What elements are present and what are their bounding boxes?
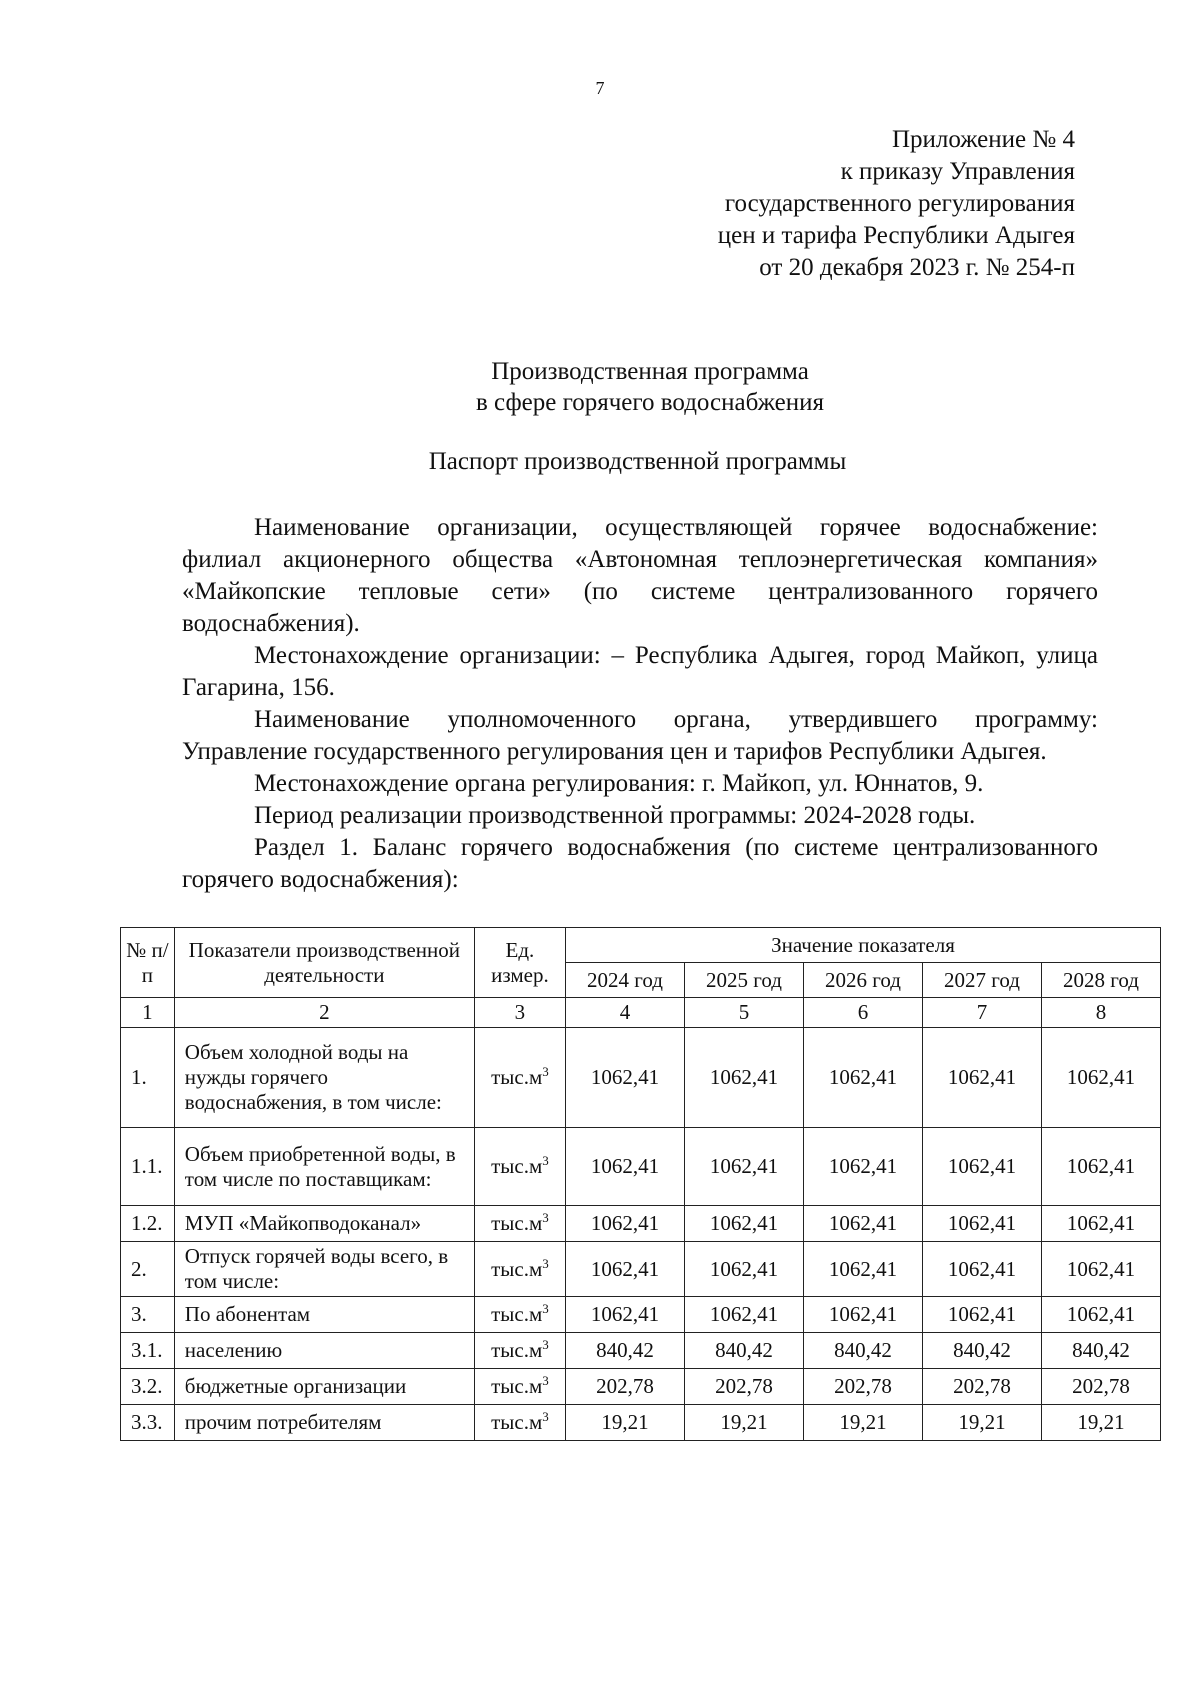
row-unit bbox=[474, 1297, 565, 1333]
row-unit bbox=[474, 1333, 565, 1369]
column-number: 6 bbox=[803, 998, 922, 1028]
row-value: 1062,41 bbox=[1041, 1242, 1160, 1297]
header-year: 2027 год bbox=[922, 963, 1041, 998]
row-value: 1062,41 bbox=[922, 1028, 1041, 1128]
row-number: 2. bbox=[121, 1242, 175, 1297]
row-indicator-name: Объем приобретенной воды, в том числе по поставщикам: bbox=[174, 1128, 474, 1206]
unit-base: тыс.м bbox=[491, 1374, 543, 1398]
passport-title: Паспорт производственной программы bbox=[428, 448, 847, 475]
row-number: 1. bbox=[121, 1028, 175, 1128]
unit-power: 3 bbox=[542, 1255, 549, 1271]
row-value: 1062,41 bbox=[684, 1128, 803, 1206]
table-row bbox=[121, 1297, 1161, 1333]
row-value: 19,21 bbox=[922, 1405, 1041, 1441]
regulator-location-paragraph: Местонахождение органа регулирования: г. Майкоп, ул. Юннатов, 9. bbox=[254, 770, 984, 797]
table-header-row bbox=[121, 928, 1161, 963]
row-number: 3.3. bbox=[121, 1405, 175, 1441]
unit-base: тыс.м bbox=[491, 1256, 543, 1281]
column-number: 5 bbox=[684, 998, 803, 1028]
header-year: 2025 год bbox=[684, 963, 803, 998]
row-indicator-name: Объем холодной воды на нужды горячего водоснабжения, в том числе: bbox=[174, 1028, 474, 1128]
row-value: 1062,41 bbox=[684, 1206, 803, 1242]
row-value: 1062,41 bbox=[803, 1128, 922, 1206]
row-value: 1062,41 bbox=[684, 1242, 803, 1297]
table-row bbox=[121, 1369, 1161, 1405]
title-line: в сфере горячего водоснабжения bbox=[476, 389, 824, 416]
row-value: 19,21 bbox=[1041, 1405, 1160, 1441]
row-value: 1062,41 bbox=[922, 1206, 1041, 1242]
row-value: 202,78 bbox=[684, 1369, 803, 1405]
row-value: 1062,41 bbox=[565, 1297, 684, 1333]
row-value: 1062,41 bbox=[1041, 1297, 1160, 1333]
column-number: 1 bbox=[121, 998, 175, 1028]
header-num: № п/п bbox=[121, 928, 175, 998]
row-value: 840,42 bbox=[1041, 1333, 1160, 1369]
document-title bbox=[0, 356, 1200, 418]
appendix-line: государственного регулирования bbox=[724, 190, 1075, 217]
row-unit bbox=[474, 1369, 565, 1405]
row-value: 840,42 bbox=[803, 1333, 922, 1369]
header-values-group: Значение показателя bbox=[565, 928, 1160, 963]
unit-power: 3 bbox=[542, 1373, 549, 1388]
row-value: 1062,41 bbox=[1041, 1128, 1160, 1206]
body-text bbox=[182, 512, 1098, 896]
column-number: 8 bbox=[1041, 998, 1160, 1028]
row-value: 1062,41 bbox=[803, 1242, 922, 1297]
row-indicator-name: населению bbox=[174, 1333, 474, 1369]
row-number: 3.1. bbox=[121, 1333, 175, 1369]
period-paragraph: Период реализации производственной программы: 2024-2028 годы. bbox=[254, 802, 976, 829]
row-unit bbox=[474, 1242, 565, 1297]
unit-base: тыс.м bbox=[491, 1065, 543, 1089]
appendix-line: к приказу Управления bbox=[840, 158, 1075, 185]
column-number: 4 bbox=[565, 998, 684, 1028]
row-value: 202,78 bbox=[1041, 1369, 1160, 1405]
table-row bbox=[121, 1206, 1161, 1242]
row-indicator-name: бюджетные организации bbox=[174, 1369, 474, 1405]
unit-base: тыс.м bbox=[491, 1302, 543, 1326]
unit-power: 3 bbox=[542, 1337, 549, 1352]
row-value: 1062,41 bbox=[803, 1028, 922, 1128]
column-numbers-row bbox=[121, 998, 1161, 1028]
row-unit bbox=[474, 1405, 565, 1441]
row-value: 840,42 bbox=[565, 1333, 684, 1369]
table-row bbox=[121, 1405, 1161, 1441]
unit-power: 3 bbox=[542, 1301, 549, 1316]
unit-power: 3 bbox=[542, 1409, 549, 1424]
unit-power: 3 bbox=[542, 1064, 549, 1079]
row-unit bbox=[474, 1206, 565, 1242]
table-row bbox=[121, 1128, 1161, 1206]
row-value: 1062,41 bbox=[803, 1206, 922, 1242]
row-value: 1062,41 bbox=[922, 1242, 1041, 1297]
organization-name-paragraph: Наименование организации, осуществляющей горячее водоснабжение: филиал акционерного общества «Автономная теплоэнергетическая компания» «Майкопские тепловые сети» (по системе централизованного горячего водоснабжения). bbox=[182, 514, 1098, 637]
row-unit bbox=[474, 1028, 565, 1128]
row-unit bbox=[474, 1128, 565, 1206]
authority-paragraph: Наименование уполномоченного органа, утвердившего программу: Управление государственного регулирования цен и тарифов Республики Адыгея. bbox=[182, 706, 1098, 765]
row-value: 1062,41 bbox=[1041, 1206, 1160, 1242]
unit-base: тыс.м bbox=[491, 1410, 543, 1434]
row-value: 1062,41 bbox=[922, 1128, 1041, 1206]
row-value: 1062,41 bbox=[565, 1242, 684, 1297]
appendix-line: цен и тарифа Республики Адыгея bbox=[717, 222, 1075, 249]
header-year: 2024 год bbox=[565, 963, 684, 998]
unit-base: тыс.м bbox=[491, 1154, 543, 1178]
title-line: Производственная программа bbox=[491, 358, 809, 385]
table-row bbox=[121, 1242, 1161, 1297]
row-value: 840,42 bbox=[684, 1333, 803, 1369]
row-value: 840,42 bbox=[922, 1333, 1041, 1369]
appendix-line: Приложение № 4 bbox=[891, 126, 1075, 153]
row-value: 1062,41 bbox=[684, 1028, 803, 1128]
row-value: 1062,41 bbox=[922, 1297, 1041, 1333]
row-value: 19,21 bbox=[565, 1405, 684, 1441]
row-value: 1062,41 bbox=[1041, 1028, 1160, 1128]
row-indicator-name: МУП «Майкопводоканал» bbox=[174, 1206, 474, 1242]
unit-base: тыс.м bbox=[491, 1211, 543, 1235]
table-row bbox=[121, 1333, 1161, 1369]
balance-table bbox=[120, 927, 1161, 1441]
table-row bbox=[121, 1028, 1161, 1128]
unit-base: тыс.м bbox=[491, 1338, 543, 1362]
row-value: 19,21 bbox=[684, 1405, 803, 1441]
column-number: 7 bbox=[922, 998, 1041, 1028]
page-number: 7 bbox=[595, 78, 605, 98]
row-indicator-name: По абонентам bbox=[174, 1297, 474, 1333]
row-indicator-name: прочим потребителям bbox=[174, 1405, 474, 1441]
row-value: 202,78 bbox=[565, 1369, 684, 1405]
row-number: 3. bbox=[121, 1297, 175, 1333]
unit-power: 3 bbox=[542, 1153, 549, 1168]
header-unit: Ед. измер. bbox=[474, 928, 565, 998]
appendix-line: от 20 декабря 2023 г. № 254-п bbox=[759, 254, 1075, 281]
row-value: 1062,41 bbox=[565, 1028, 684, 1128]
header-year: 2026 год bbox=[803, 963, 922, 998]
row-value: 1062,41 bbox=[684, 1297, 803, 1333]
row-number: 1.2. bbox=[121, 1206, 175, 1242]
header-name: Показатели производственной деятельности bbox=[174, 928, 474, 998]
row-value: 202,78 bbox=[922, 1369, 1041, 1405]
row-indicator-name: Отпуск горячей воды всего, в том числе: bbox=[174, 1242, 474, 1297]
row-value: 19,21 bbox=[803, 1405, 922, 1441]
organization-location-paragraph: Местонахождение организации: – Республика Адыгея, город Майкоп, улица Гагарина, 156. bbox=[182, 642, 1098, 701]
row-value: 1062,41 bbox=[565, 1128, 684, 1206]
row-number: 3.2. bbox=[121, 1369, 175, 1405]
table-body bbox=[121, 1028, 1161, 1441]
row-value: 1062,41 bbox=[565, 1206, 684, 1242]
appendix-header bbox=[718, 124, 1075, 284]
row-value: 202,78 bbox=[803, 1369, 922, 1405]
section-paragraph: Раздел 1. Баланс горячего водоснабжения (по системе централизованного горячего водоснабжения): bbox=[182, 834, 1098, 893]
header-year: 2028 год bbox=[1041, 963, 1160, 998]
column-number: 2 bbox=[174, 998, 474, 1028]
unit-power: 3 bbox=[542, 1210, 549, 1225]
row-number: 1.1. bbox=[121, 1128, 175, 1206]
row-value: 1062,41 bbox=[803, 1297, 922, 1333]
column-number: 3 bbox=[474, 998, 565, 1028]
